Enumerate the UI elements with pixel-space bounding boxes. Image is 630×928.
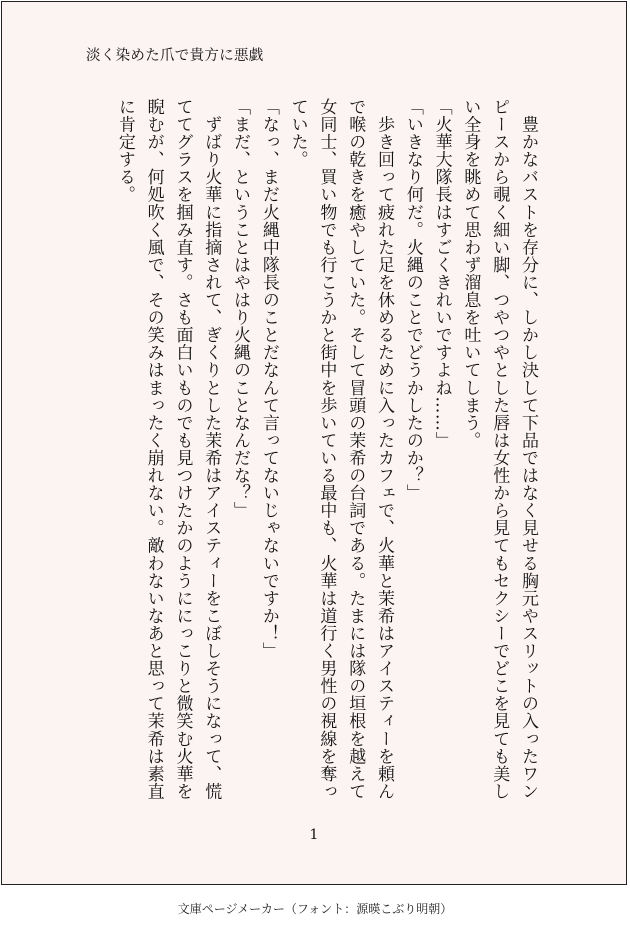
- book-page: [1, 1, 627, 885]
- page-number: 1: [309, 827, 319, 843]
- paragraph: 「火華大隊長はすごくきれいですよね……」: [431, 98, 452, 449]
- paragraph: 「なっ、まだ火縄中隊長のことだなんて言ってないじゃないですか！」: [258, 98, 279, 660]
- paragraph: 豊かなバストを存分に、しかし決して下品ではなく見せる胸元やスリットの入ったワンピースから覗く細い脚、つやつやとした唇は女性から見てもセクシーでどこを見ても美しい全身を眺めて思わず溜息を吐いてしまう。: [460, 98, 538, 800]
- paragraph: 歩き回って疲れた足を休めるために入ったカフェで、火華と茉希はアイスティーを頼んで喉の乾きを癒やしていた。そして冒頭の茉希の台詞である。たまには隊の垣根を越えて女同士、買い物でも行こうかと街中を歩いている最中も、火華は道行く男性の視線を奪っていた。: [287, 98, 395, 800]
- paragraph: 「いきなり何だ。火縄のことでどうかしたのか？」: [402, 98, 423, 502]
- paragraph: 「まだ、ということはやはり火縄のことなんだな？」: [230, 98, 251, 520]
- footer-credit: 文庫ページメーカー（フォント：源暎こぶり明朝）: [177, 902, 453, 916]
- paragraph: ずばり火華に指摘されて、ぎくりとした茉希はアイスティーをこぼしそうになって、慌ててグラスを掴み直す。さも面白いものでも見つけたかのようににっこりと微笑む火華を睨むが、何処吹く風で、その笑みはまったく崩れない。敵わないなあと思って茉希は素直に肯定する。: [114, 98, 222, 800]
- body-text: [82, 98, 542, 808]
- page-title: 淡く染めた爪で貴方に悪戯: [86, 48, 264, 64]
